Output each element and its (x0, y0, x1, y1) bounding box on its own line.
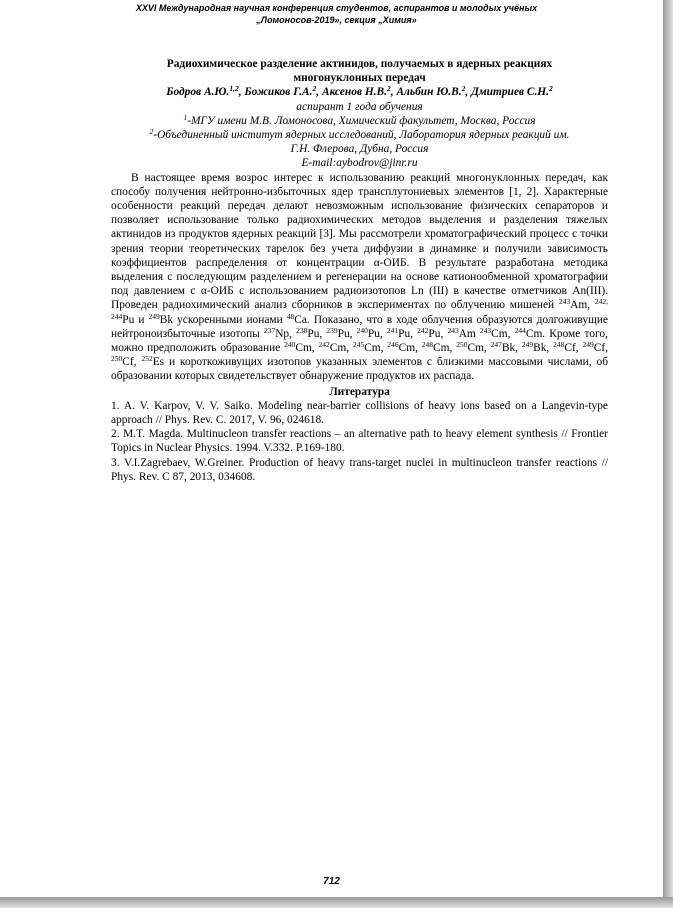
abstract-paragraph (111, 171, 608, 384)
isotope-mass: 250 (456, 340, 468, 350)
isotope-element: Cm, (295, 342, 315, 355)
author-1-affiliation: 1,2 (229, 84, 239, 94)
author-3: Аксенов Н.В. (321, 86, 387, 99)
author-4-affiliation: 2 (461, 84, 466, 94)
isotope-mass: 241 (386, 325, 399, 335)
isotope-mass: 242 (417, 325, 429, 335)
isotope-mass: 243 (479, 325, 492, 335)
isotope-mass: 240 (284, 340, 296, 350)
running-head (0, 2, 673, 26)
isotope-mass: 246 (387, 340, 399, 350)
title-line2: многонуклонных передач (293, 72, 426, 85)
affiliation-1 (111, 114, 608, 128)
references-heading: Литература (329, 385, 390, 398)
isotope-mass: 239 (326, 325, 338, 335)
isotope-element: Cm, (467, 342, 487, 355)
page-shadow-right (663, 0, 673, 908)
isotope-element: Pu и (122, 313, 145, 326)
author-1: Бодров А.Ю. (166, 86, 230, 99)
author-2: Божиков Г.А. (244, 86, 313, 99)
isotope-mass: 247 (490, 340, 502, 350)
body-text-2: Bk ускоренными ионами (159, 313, 283, 326)
isotope-element: Cm, (329, 342, 350, 355)
isotope-mass: 238 (296, 325, 308, 335)
author-status: аспирант 1 года обучения (296, 100, 423, 113)
author-5: Дмитриев С.Н. (471, 86, 550, 99)
body-text-1: В настоящее время возрос интерес к использованию реакций многонуклонных передач, как способу получения нейтронно-избыточных ядер трансплутониевых элементов [1, 2]. Характерные особенности реакций передач делают невозможным использование физических сепараторов и позволяет использование только радиохимических методов выделения и разделения тяжелых актинидов из продуктов ядерных реакций [3]. Мы рассмотрели хроматографический процесс с точки зрения теории теоретических тарелок без учета диффузии в динамике и получили зависимость коэффициентов распределения от концентрации α-ОИБ. В результате разработана методика выделения с последующим разделением и регенерации на основе катионообменной хроматографии под давлением с α-ОИБ с использованием радиоизотопов Ln (III) в качестве отметчиков An(III). Проведен радиохимический анализ сборников в экспериментах по облучению мишеней (111, 171, 608, 312)
running-head-line2: „Ломоносов-2019», секция „Химия» (256, 15, 417, 25)
author-2-affiliation: 2 (312, 84, 317, 94)
author-4: Альбин Ю.В. (396, 86, 462, 99)
page-shadow-bottom (0, 897, 673, 908)
author-5-affiliation: 2 (549, 84, 553, 94)
reference-item: 1. A. V. Karpov, V. V. Saiko. Modeling near-barrier collisions of heavy ions based on a Langevin-type approach // Phys. Rev. C. 2017, V. 96, 024618. (111, 399, 608, 427)
running-head-line1: XXVI Международная научная конференция студентов, аспирантов и молодых учёных (135, 3, 538, 13)
isotope-mass: 252 (141, 354, 153, 364)
isotope-mass: 249 (582, 340, 594, 350)
reference-item: 2. M.T. Magda. Multinucleon transfer reactions – an alternative path to heavy element synthesis // Frontier Topics in Nuclear Physics. 1994. V.332. P.169-180. (111, 428, 608, 455)
author-3-affiliation: 2 (386, 84, 391, 94)
isotope-mass: 250 (111, 354, 123, 364)
isotope-mass: 249 (521, 340, 534, 350)
body-text-5: Es и короткоживущих изотопов указанных элементов с близкими массовыми числами, об образовании которых свидетельствует обнаружение продуктов их распада. (111, 356, 608, 383)
isotope-element: Cf, (593, 342, 608, 355)
reference-item: 3. V.I.Zagrebaev, W.Greiner. Production of heavy trans-target nuclei in multinucleon transfer reactions // Phys. Rev. C 87, 2013, 034608. (111, 456, 608, 483)
article-title (111, 57, 608, 85)
affiliation-1-text: -МГУ имени М.В. Ломоносова, Химический факультет, Москва, Россия (187, 114, 536, 127)
isotope-element: Pu, (398, 327, 414, 340)
isotope-mass: 243 (558, 297, 571, 307)
isotope-element: Cm, (433, 342, 453, 355)
affiliation-1-number: 1 (183, 112, 188, 122)
body-text-3: Ca. Показано, что в ходе облучения образуются долгоживущие нейтроноизбыточные изотопы (111, 313, 608, 340)
isotope-element: Am (458, 327, 476, 340)
isotope-mass: 237 (263, 325, 276, 335)
isotope-mass: 244 (514, 325, 526, 335)
isotope-element: Pu, (428, 327, 444, 340)
affiliation-2-text-line1: -Объединенный институт ядерных исследований, Лаборатория ядерных реакций им. (153, 129, 570, 142)
page-number: 712 (323, 876, 340, 887)
isotope-mass: 248 (421, 340, 434, 350)
article (111, 57, 608, 484)
isotope-element: Pu, (367, 327, 383, 340)
affiliation-2-text-line2: Г.Н. Флерова, Дубна, Россия (290, 143, 429, 156)
affiliation-2 (111, 128, 608, 156)
isotope-element: Pu, (307, 327, 323, 340)
isotope-element: Cm, (491, 327, 511, 340)
isotope-mass: 243 (447, 325, 459, 335)
isotope-element: Cf, (122, 356, 137, 369)
isotope-element: Np, (275, 327, 292, 340)
email-line: E-mail:aybodrov@jinr.ru (301, 157, 418, 170)
isotope-element: Bk, (501, 342, 519, 355)
isotope-element: Cm, (364, 342, 384, 355)
isotope-mass: 242 (318, 340, 330, 350)
isotope-mass: 48 (286, 311, 295, 321)
isotope-mass: 248 (553, 340, 565, 350)
authors-line: Бодров А.Ю.$^{1,2}$, Божиков Г.А.$^2$, Аксенов Н.В.$^2$, Альбин Ю.В.$^2$, Дмитриев С.Н.$^2$ (166, 84, 553, 99)
title-line1: Радиохимическое разделение актинидов, получаемых в ядерных реакциях (166, 58, 553, 70)
isotope-element: Am, (570, 299, 591, 312)
isotope-mass: 240 (356, 325, 368, 335)
affiliation-2-number: 2 (149, 127, 154, 137)
body-text-4: Кроме того, можно предположить образование (111, 327, 608, 355)
isotope-element: Cf, (564, 342, 579, 355)
isotope-element: Cm. (525, 327, 546, 340)
isotope-mass: 249 (148, 311, 160, 321)
isotope-mass: 242, 244 (111, 297, 608, 321)
isotope-element: Pu, (337, 327, 353, 340)
isotope-element: Cm, (398, 342, 418, 355)
isotope-mass: 245 (352, 340, 365, 350)
isotope-element: Bk, (533, 342, 550, 355)
